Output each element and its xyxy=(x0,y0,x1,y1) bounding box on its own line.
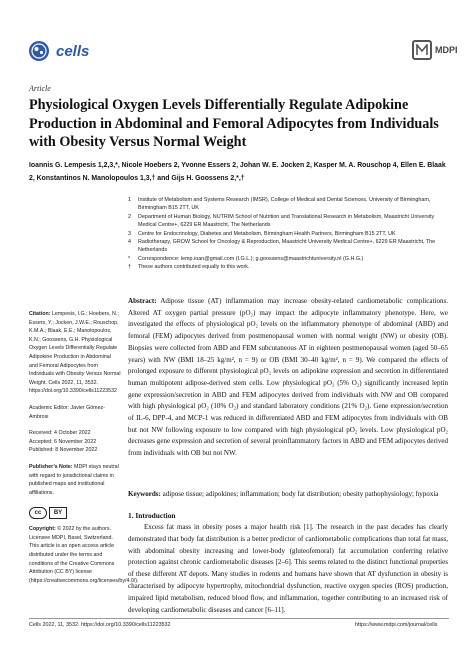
author-list: Ioannis G. Lempesis 1,2,3,*, Nicole Hoebers 2, Yvonne Essers 2, Johan W. E. Jocken 2, Kasper M. A. Rouschop 4, Ellen E. Blaak 2, Konstantinos N. Manolopoulos 1,3,† and Gijs H. Goossens 2,*,† xyxy=(29,162,446,182)
footer-citation[interactable]: Cells 2022, 11, 3532. https://doi.org/10.3390/cells11223532 xyxy=(29,622,171,628)
accepted-date: Accepted: 6 November 2022 xyxy=(29,438,97,445)
keywords: Keywords: adipose tissue; adipokines; inflammation; body fat distribution; obesity pathophysiology; hypoxia xyxy=(128,490,439,498)
received-date: Received: 4 October 2022 xyxy=(29,430,91,437)
copyright-block: Copyright: © 2022 by the authors. Licensee MDPI, Basel, Switzerland. This article is an open access article distributed under the terms and conditions of the Creative Commons Attribution (CC BY) license (https://creativecommons.org/licenses/by/4.0/). xyxy=(29,526,139,584)
cells-logo-icon xyxy=(28,40,50,62)
equal-contribution-note: † These authors contributed equally to this work. xyxy=(128,264,250,271)
citation-block: Citation: Lempesis, I.G.; Hoebers, N.; Essers, Y.; Jocken, J.W.E.; Rouschop, K.M.A.; Blaak, E.E.; Manolopoulos, K.N.; Goossens, G.H. Physiological Oxygen Levels Differentially Regulate Adipokine Production in Abdominal and Femoral Adipocytes from Individuals with Obesity Versus Normal Weight. Cells 2022, 11, 3532. https://doi.org/10.3390/cells11223532 xyxy=(29,311,121,395)
publisher-note: Publisher’s Note: MDPI stays neutral with regard to jurisdictional claims in published maps and institutional affiliations. xyxy=(29,463,119,496)
academic-editor: Academic Editor: Javier Gómez-Ambrosi xyxy=(29,404,105,420)
journal-name: cells xyxy=(56,42,90,60)
affiliation-item: 2 Department of Human Biology, NUTRIM School of Nutrition and Translational Research in Metabolism, Maastricht University Medical Centre+, 6229 ER Maastricht, The Netherlands xyxy=(128,213,435,229)
published-date: Published: 8 November 2022 xyxy=(29,447,98,454)
publisher-logo[interactable] xyxy=(412,40,458,60)
article-type: Article xyxy=(29,84,51,93)
article-sidebar xyxy=(29,310,139,585)
introduction-paragraph: Excess fat mass in obesity poses a major health risk [1]. The research in the past decades has clearly demonstrated that body fat distribution is a better predictor of cardiometabolic complications than total fat mass, with abdominal obesity increasing and lower-body (gluteofemoral) fat accumulation conferring relative protection against chronic cardiometabolic diseases [2–6]. This seems related to the distinct functional properties of these different AT depots. Many studies in rodents and humans have shown that AT dysfunction in obesity is characterised by adipocyte hypertrophy, mitochondrial dysfunction, reactive oxygen species (ROS) production, impaired lipid metabolism, reduced blood flow, and inflammation, together contributing to an increased risk of developing cardiometabolic diseases and cancer [6–11]. xyxy=(128,523,448,614)
affiliation-item: 4 Radiotherapy, GROW School for Oncology & Reproduction, Maastricht University Medical Centre+, 6229 ER Maastricht, The Netherlands xyxy=(128,239,436,254)
mdpi-logo-icon xyxy=(412,40,432,60)
section-heading: 1. Introduction xyxy=(128,511,176,520)
affiliations xyxy=(128,196,448,272)
correspondence: * Correspondence: lemp.ioan@gmail.com (I.G.L.); g.goossens@maastrichtuniversity.nl (G.H.G.) xyxy=(128,255,364,262)
article-title: Physiological Oxygen Levels Differentially Regulate Adipokine Production in Abdominal and Femoral Adipocytes from Individuals with Obesity Versus Normal Weight xyxy=(29,97,439,150)
affiliation-item: 3 Centre for Endocrinology, Diabetes and Metabolism, Birmingham Health Partners, Birmingham B15 2TT, UK xyxy=(128,230,396,237)
cc-by-license-icon[interactable]: cc BY xyxy=(29,507,121,519)
publisher-name: MDPI xyxy=(435,45,458,55)
journal-logo[interactable] xyxy=(28,40,89,62)
footer-journal-link[interactable]: https://www.mdpi.com/journal/cells xyxy=(355,622,438,628)
abstract: Abstract: Adipose tissue (AT) inflammation may increase obesity-related cardiometabolic complications. Altered AT oxygen partial pressure (pO₂) may impact the adipocyte inflammatory phenotype. Here, we investigated the effects of physiological pO₂ levels on the inflammatory phenotype of abdominal (ABD) and femoral (FEM) adipocytes derived from postmenopausal women with normal weight (NW) or obesity (OB). Biopsies were collected from ABD and FEM subcutaneous AT in eighteen postmenopausal women (aged 50–65 years) with NW (BMI 18–25 kg/m², n = 9) or OB (BMI 30–40 kg/m², n = 9). We compared the effects of prolonged exposure to different physiological pO₂ levels on adipokine expression and secretion in differentiated human multipotent adipose-derived stem cells. Low physiological pO₂ (5% O₂) significantly increased leptin gene expression/secretion in ABD and FEM adipocytes derived from individuals with NW and OB compared with high physiological pO₂ (10% O₂) and standard laboratory conditions (21% O₂). Gene expression/secretion of IL-6, DPP-4, and MCP-1 was reduced in differentiated ABD and FEM adipocytes from individuals with OB but not NW following exposure to low compared with high physiological pO₂ levels. Low physiological pO₂ decreases gene expression and secretion of several proinflammatory factors in ABD and FEM adipocytes derived from individuals with OB but not NW. xyxy=(128,297,448,458)
affiliation-item: 1 Institute of Metabolism and Systems Research (IMSR), College of Medical and Dental Sciences, University of Birmingham, Birmingham B15 2TT, UK xyxy=(128,197,431,212)
footer-divider xyxy=(29,618,449,619)
